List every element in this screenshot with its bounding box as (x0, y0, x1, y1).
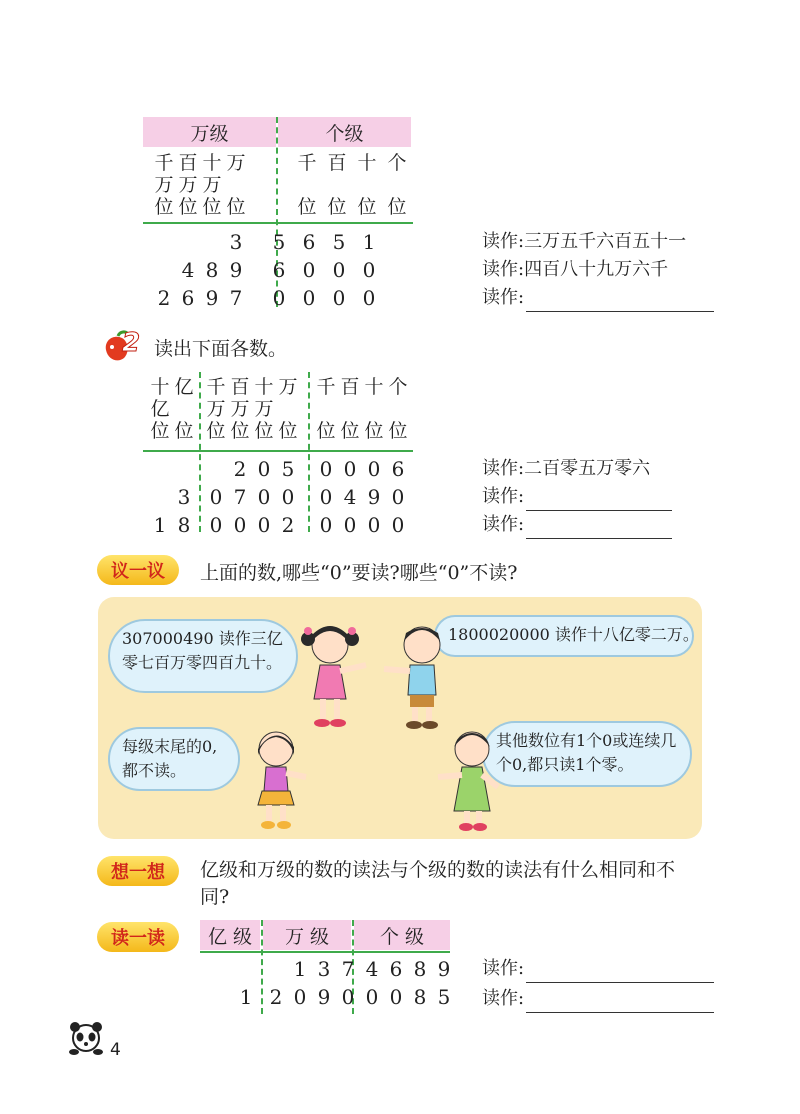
discuss-question: 上面的数,哪些“0”要读?哪些“0”不读? (200, 562, 518, 584)
section2-heading (100, 330, 287, 364)
answer-blank[interactable] (526, 520, 672, 539)
table2-wan-places: 千 万 位 百 万 位 十 万 位 万 位 (206, 376, 298, 442)
table2-yi-second: 亿 (150, 398, 170, 420)
read-badge: 读一读 (97, 922, 179, 952)
header-yi: 亿 级 (200, 920, 260, 950)
think-badge: 想一想 (97, 856, 179, 886)
table1-readings: 读作:三万五千六百五十一 读作:四百八十九万六千 读作: (482, 228, 714, 312)
page-number: 4 (110, 1040, 121, 1060)
table-row: 3 5 6 5 1 (229, 230, 376, 254)
table-row: 1 2 0 9 0 0 0 8 5 (239, 985, 451, 1009)
table-row: 2 0 5 0 0 0 6 (233, 457, 405, 481)
header-wan: 万级 (143, 117, 276, 147)
table1-wan-places: 千 万 位 百 万 位 十 万 位 万 位 (154, 152, 246, 218)
reading-text: 二百零五万零六 (524, 458, 651, 479)
panda-icon (66, 1018, 106, 1058)
discussion-scene (98, 597, 702, 839)
table-row: 2 6 9 7 0 0 0 0 (157, 286, 376, 310)
answer-blank[interactable] (526, 293, 714, 312)
boy-blue-shirt-illustration (378, 621, 458, 731)
table2-yi-places: 十 位 亿 位 (150, 376, 194, 442)
read-rows (210, 955, 456, 1011)
table-row: 1 8 0 0 0 2 0 0 0 0 (153, 513, 405, 537)
section-number: 2 (122, 328, 141, 358)
table2-readings: 读作:二百零五万零六 读作: 读作: (482, 455, 672, 539)
reading-text: 三万五千六百五十一 (524, 231, 687, 252)
answer-blank[interactable] (526, 994, 714, 1013)
table2-rows (148, 455, 410, 539)
header-wan: 万 级 (263, 920, 351, 950)
speech-bubble-3: 每级末尾的0,都不读。 (108, 727, 240, 791)
girl-pink-dress-illustration (294, 621, 374, 731)
speech-bubble-1: 307000490 读作三亿零七百万零四百九十。 (108, 619, 298, 693)
table2-rule (143, 450, 413, 452)
header-ge: 个 级 (354, 920, 450, 950)
table-row: 3 0 7 0 0 0 4 9 0 (177, 485, 405, 509)
reading-text: 四百八十九万六千 (524, 259, 669, 280)
read-rule (200, 951, 450, 953)
read-readings: 读作: 读作: (482, 955, 714, 1015)
table1-rows (152, 228, 384, 312)
speech-bubble-4: 其他数位有1个0或连续几个0,都只读1个零。 (482, 721, 692, 787)
header-ge: 个级 (278, 117, 411, 147)
girl-green-dress-illustration (428, 725, 508, 835)
speech-bubble-2: 1800020000 读作十八亿零二万。 (434, 615, 694, 657)
section-title: 读出下面各数。 (154, 337, 288, 360)
answer-blank[interactable] (526, 964, 714, 983)
girl-purple-shirt-illustration (244, 725, 314, 835)
table-row: 1 3 7 4 6 8 9 (293, 957, 451, 981)
table1-rule (143, 222, 413, 224)
table1-ge-places: 千 位 百 位 十 位 个 位 (297, 152, 407, 218)
discuss-badge: 议一议 (97, 555, 179, 585)
table2-ge-places: 千 位 百 位 十 位 个 位 (316, 376, 408, 442)
think-question: 亿级和万级的数的读法与个级的数的读法有什么相同和不同? (200, 859, 676, 908)
table-row: 4 8 9 6 0 0 0 (181, 258, 376, 282)
answer-blank[interactable] (526, 492, 672, 511)
